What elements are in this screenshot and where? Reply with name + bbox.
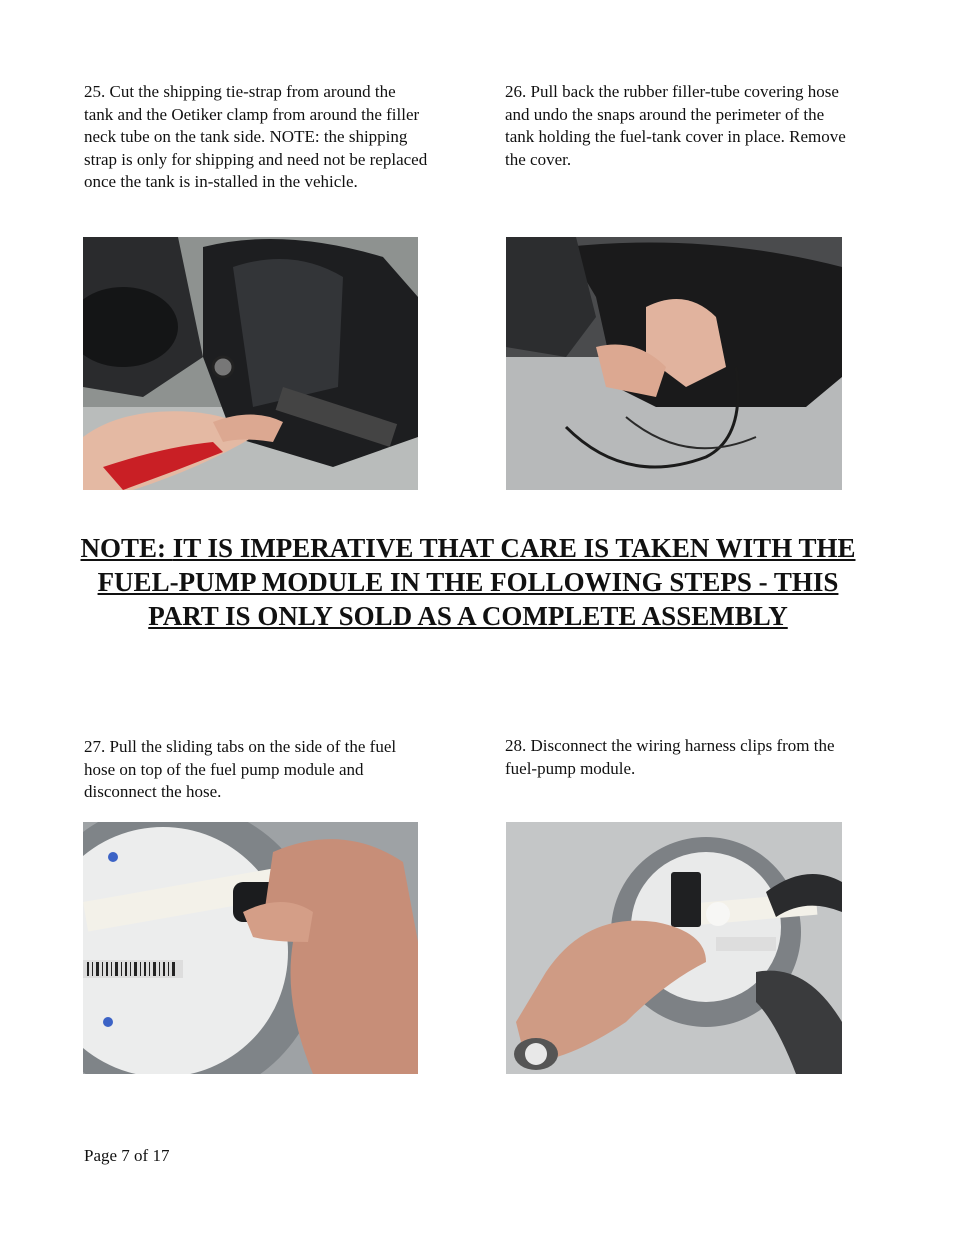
- step-27-photo: [83, 822, 418, 1074]
- step-26-photo: [506, 237, 842, 490]
- note-text: IT IS IMPERATIVE THAT CARE IS TAKEN WITH THE FUEL-PUMP MODULE IN THE FOLLOWING STEPS - THIS PART IS ONLY SOLD AS A COMPLETE ASSEMBLY: [97, 533, 856, 631]
- page-number: Page 7 of 17: [84, 1146, 170, 1165]
- step-26-text: 26. Pull back the rubber filler-tube covering hose and undo the snaps around the perimeter of the tank holding the fuel-tank cover in place. Remove the cover.: [505, 82, 846, 169]
- step-27-text: 27. Pull the sliding tabs on the side of the fuel hose on top of the fuel pump module and disconnect the hose.: [84, 737, 397, 801]
- step-25-text: 25. Cut the shipping tie-strap from around the tank and the Oetiker clamp from around the filler neck tube on the tank side. NOTE: the shipping strap is only for shipping and need not be replaced once the tank is in-stalled in the vehicle.: [84, 82, 428, 191]
- step-28-photo: [506, 822, 842, 1074]
- step-25-photo: [83, 237, 418, 490]
- step-28-text: 28. Disconnect the wiring harness clips from the fuel-pump module.: [505, 736, 835, 778]
- note-prefix: NOTE:: [80, 533, 173, 563]
- warning-note: [60, 531, 876, 633]
